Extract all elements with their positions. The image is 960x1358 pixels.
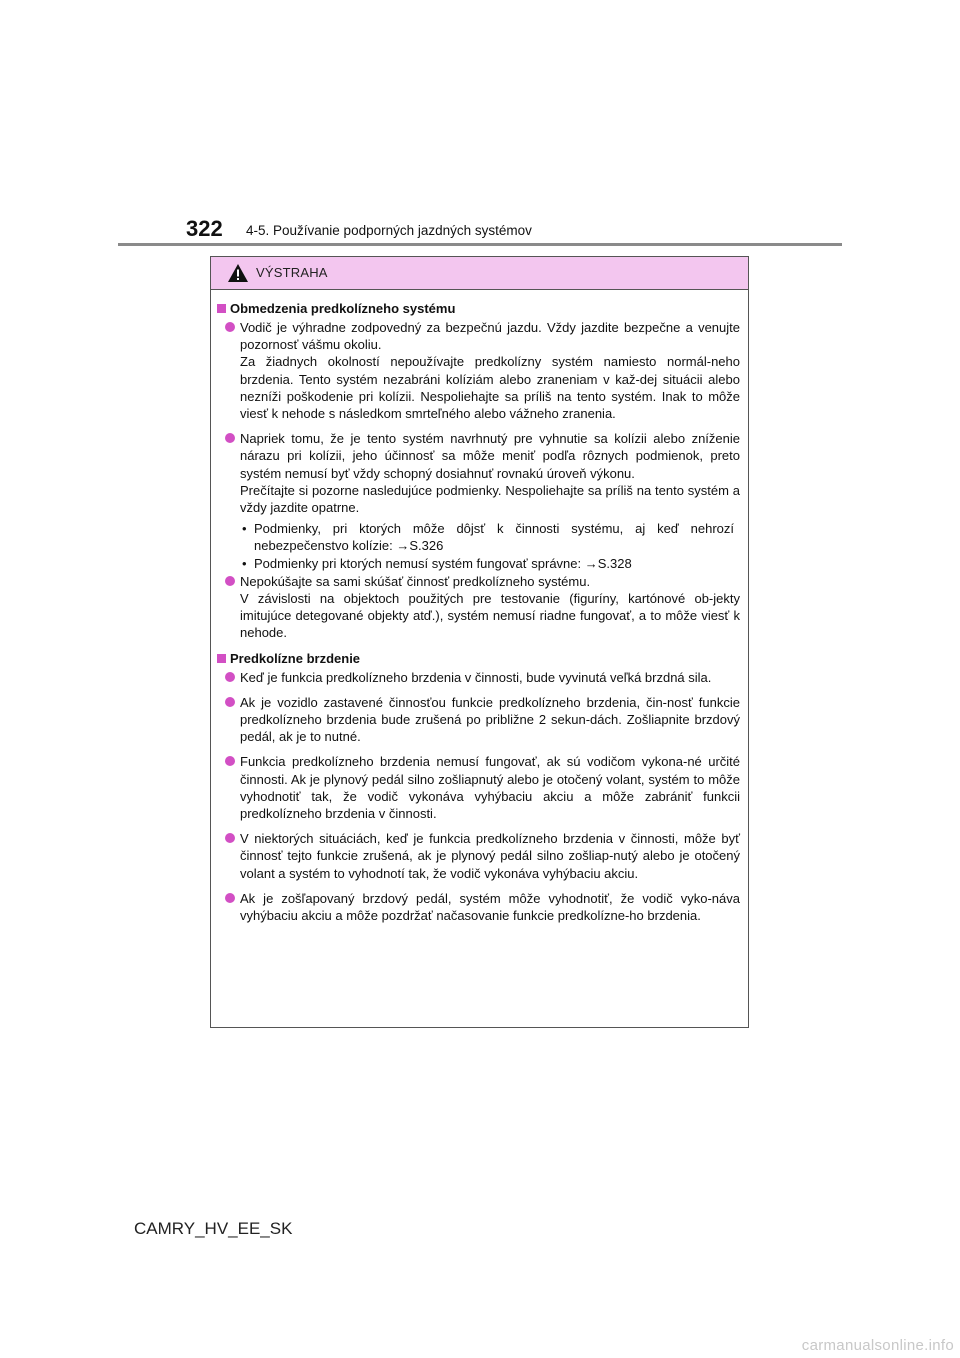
warning-triangle-icon (227, 263, 249, 283)
section-pre-collision-braking (217, 650, 740, 925)
list-item (225, 669, 740, 686)
round-bullet-icon (225, 833, 235, 843)
section-title (217, 650, 740, 667)
square-bullet-icon (217, 654, 226, 663)
paragraph: Vodič je výhradne zodpovedný za bezpečnú jazdu. Vždy jazdite bezpečne a venujte pozornosť vášmu okoliu. (240, 320, 740, 353)
item-text (240, 694, 740, 746)
item-text (240, 319, 740, 422)
paragraph: Napriek tomu, že je tento systém navrhnutý pre vyhnutie sa kolízii alebo zníženie nárazu pri kolízii, jeho účinnosť sa môže meniť podľa rôznych podmienok, preto systém nemusí byť vždy schopný dosiahnuť rovnakú úroveň výkonu. (240, 431, 740, 481)
paragraph: V niektorých situáciách, keď je funkcia predkolízneho brzdenia v činnosti, môže byť činnosť tejto funkcie zrušená, ak je plynový pedál silno zošliap-nutý alebo je otočený volant a systém to vyhodnotí tak, že vodič vykonáva vyhýbaciu akciu. (240, 831, 740, 881)
section-title-text: Predkolízne brzdenie (230, 650, 361, 666)
watermark: carmanualsonline.info (801, 1337, 954, 1354)
square-bullet-icon (217, 304, 226, 313)
page-number: 322 (186, 216, 223, 241)
paragraph: Ak je vozidlo zastavené činnosťou funkcie predkolízneho brzdenia, čin-nosť funkcie predkolízneho brzdenia bude zrušená po približne 2 sekun-dách. Zošliapnite brzdový pedál, ak je to nutné. (240, 694, 740, 745)
round-bullet-icon (225, 697, 235, 707)
warning-box (210, 256, 749, 1028)
paragraph: Za žiadnych okolností nepoužívajte predkolízny systém namiesto normál-neho brzdenia. Tento systém nezabráni kolíziám alebo zraneniam v kaž-dej situácii alebo nezníži poškodenie pri kolízii. Nespoliehajte sa príliš na tento systém. Inak to môže viesť k nehode s následkom smrteľného alebo vážneho zranenia. (240, 354, 740, 422)
sub-item-text[interactable]: Podmienky pri ktorých nemusí systém fungovať správne: →S.328 (254, 555, 632, 571)
chapter-title: 4-5. Používanie podporných jazdných systémov (246, 223, 532, 238)
footer-code: CAMRY_HV_EE_SK (134, 1219, 293, 1238)
round-bullet-icon (225, 433, 235, 443)
list-item (225, 830, 740, 882)
round-bullet-icon (225, 576, 235, 586)
section-title-text: Obmedzenia predkolízneho systému (230, 301, 456, 316)
small-bullet-icon: • (242, 521, 247, 537)
round-bullet-icon (225, 893, 235, 903)
round-bullet-icon (225, 322, 235, 332)
sub-list-item (242, 520, 734, 554)
item-text (240, 830, 740, 882)
sub-list (240, 520, 740, 572)
item-text (240, 890, 740, 924)
paragraph: Keď je funkcia predkolízneho brzdenia v činnosti, bude vyvinutá veľká brzdná sila. (240, 669, 712, 685)
item-text (240, 669, 740, 686)
warning-body (211, 290, 748, 924)
list-item (225, 753, 740, 822)
section-limitations (217, 300, 740, 642)
warning-header (211, 257, 748, 290)
paragraph: Funkcia predkolízneho brzdenia nemusí fungovať, ak sú vodičom vykona-né určité činnosti. Ak je plynový pedál silno zošliapnutý alebo je otočený volant, systém to môže vyhodnotiť tak, že vodič vykonáva vyhýbaciu akciu a môže zabrániť funkcii predkolízneho brzdenia v činnosti. (240, 754, 740, 822)
list-item (225, 573, 740, 642)
warning-label: VÝSTRAHA (256, 265, 328, 280)
list-item (225, 430, 740, 572)
small-bullet-icon: • (242, 555, 247, 571)
item-text (240, 573, 740, 642)
item-text (240, 753, 740, 822)
item-text (240, 430, 740, 572)
list-item (225, 694, 740, 746)
list-item (225, 319, 740, 422)
sub-item-text[interactable]: Podmienky, pri ktorých môže dôjsť k činnosti systému, aj keď nehrozí nebezpečenstvo kolízie: →S.326 (254, 521, 734, 554)
round-bullet-icon (225, 756, 235, 766)
header-rule (118, 243, 842, 246)
paragraph: V závislosti na objektoch použitých pre testovanie (figuríny, kartónové ob-jekty imitujúce detegované objekty atď.), systém nemusí riadne fungovať, a to môže viesť k nehode. (240, 591, 740, 641)
sub-list-item (242, 555, 734, 572)
section-title (217, 300, 740, 317)
round-bullet-icon (225, 672, 235, 682)
paragraph: Prečítajte si pozorne nasledujúce podmienky. Nespoliehajte sa príliš na tento systém a vždy jazdite opatrne. (240, 482, 740, 516)
paragraph: Nepokúšajte sa sami skúšať činnosť predkolízneho systému. (240, 573, 591, 589)
paragraph: Ak je zošľapovaný brzdový pedál, systém môže vyhodnotiť, že vodič vyko-náva vyhýbaciu akciu a môže pozdržať načasovanie funkcie predkolízne-ho brzdenia. (240, 890, 740, 924)
list-item (225, 890, 740, 924)
